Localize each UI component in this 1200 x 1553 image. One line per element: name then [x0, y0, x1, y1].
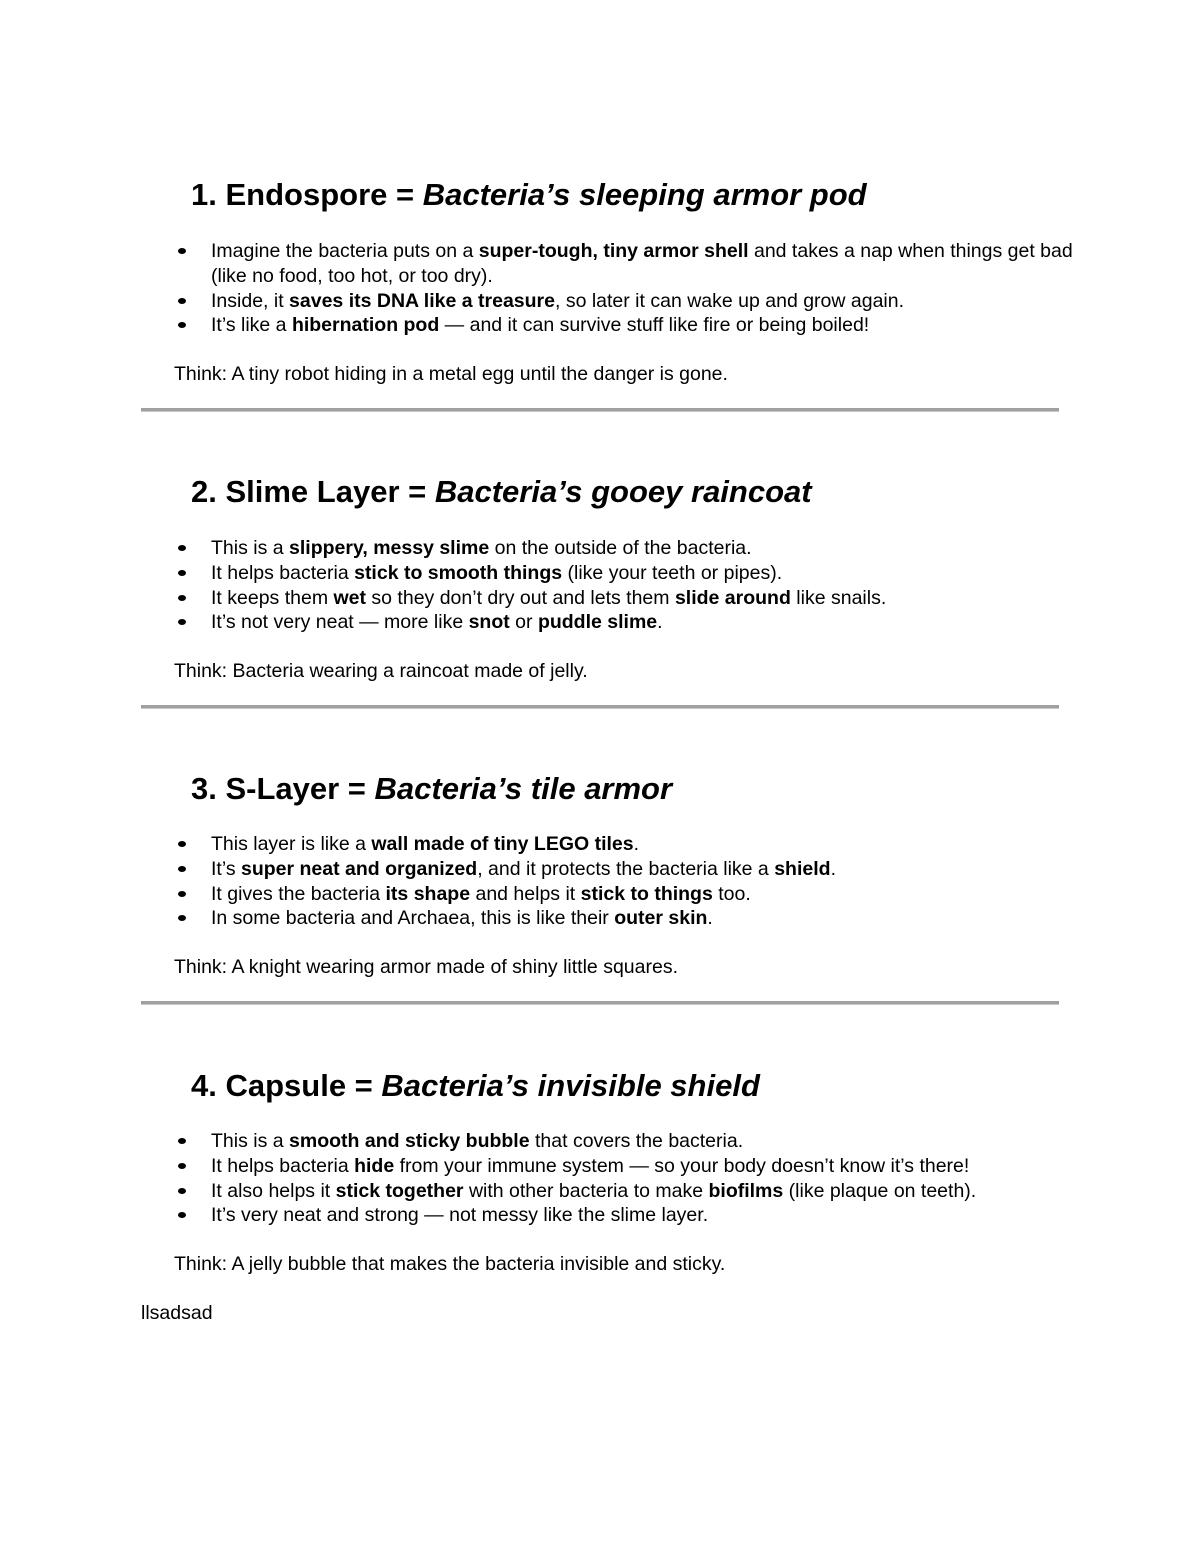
bullet-text: from your immune system — so your body doesn’t know it’s there! — [394, 1154, 970, 1177]
heading-title: Bacteria’s tile armor — [374, 771, 673, 806]
bullet-text: It gives the bacteria — [211, 882, 386, 905]
heading-title: Bacteria’s sleeping armor pod — [422, 177, 867, 212]
bullet-text: . — [830, 857, 836, 880]
bullet-item — [174, 1129, 1074, 1154]
bold-text: shield — [774, 857, 831, 880]
bullet-text: It keeps them — [211, 586, 334, 609]
bullet-text: Imagine the bacteria puts on a — [211, 240, 479, 262]
section-heading-capsule — [191, 1068, 760, 1104]
bullet-text: , and it protects the bacteria like a — [477, 857, 775, 880]
bullet-item — [174, 586, 1074, 611]
bold-text: slippery, messy slime — [289, 537, 490, 559]
bullet-text: on the outside of the bacteria. — [489, 537, 752, 559]
bold-text: snot — [468, 611, 510, 634]
bullet-text: This layer is like a — [211, 833, 372, 855]
bullet-text: It helps bacteria — [211, 561, 355, 584]
think-note-capsule: Think: A jelly bubble that makes the bacteria invisible and sticky. — [174, 1253, 726, 1275]
section-divider — [141, 408, 1059, 412]
bullet-text: It also helps it — [211, 1179, 336, 1202]
bullet-item — [174, 239, 1074, 289]
bold-text: its shape — [385, 882, 471, 905]
bullet-item — [174, 857, 1074, 882]
section-heading-slime-layer — [191, 474, 812, 510]
bullet-item — [174, 1179, 1074, 1204]
bold-text: hide — [354, 1154, 395, 1177]
bullet-item — [174, 832, 1074, 857]
bold-text: stick to things — [580, 882, 713, 905]
section-divider — [141, 705, 1059, 709]
bullet-text: , so later it can wake up and grow again. — [554, 289, 905, 312]
bullet-item — [174, 313, 1074, 338]
think-note-endospore: Think: A tiny robot hiding in a metal egg until the danger is gone. — [174, 363, 728, 385]
bold-text: super-tough, tiny armor shell — [478, 240, 749, 262]
bullet-text: Inside, it — [211, 289, 290, 312]
bullet-text: . — [633, 833, 640, 855]
heading-number: 2. Slime Layer = — [191, 474, 435, 509]
bullet-item — [174, 882, 1074, 907]
bullet-item — [174, 536, 1074, 561]
bold-text: wet — [333, 586, 366, 609]
bullet-text: and helps it — [470, 882, 581, 905]
bold-text: outer skin — [614, 907, 708, 930]
bullet-item — [174, 1203, 1074, 1228]
bullet-item — [174, 1154, 1074, 1179]
bold-text: slide around — [674, 586, 791, 609]
heading-title: Bacteria’s gooey raincoat — [434, 474, 812, 509]
bullet-text: It’s very neat and strong — not messy like the slime layer. — [211, 1204, 709, 1227]
heading-number: 1. Endospore = — [191, 177, 423, 212]
section-heading-endospore — [191, 177, 867, 213]
bullet-text: (like your teeth or pipes). — [562, 561, 783, 584]
bold-text: super neat and organized — [240, 857, 478, 880]
bold-text: hibernation pod — [291, 314, 440, 337]
bullet-text: It’s not very neat — more like — [211, 611, 469, 634]
think-note-slime-layer: Think: Bacteria wearing a raincoat made of jelly. — [174, 660, 588, 682]
bullet-text: In some bacteria and Archaea, this is like their — [211, 907, 615, 930]
bullet-text: . — [657, 611, 663, 634]
bullet-text: This is a — [211, 537, 290, 559]
footer-note: llsadsad — [141, 1302, 213, 1324]
heading-title: Bacteria’s invisible shield — [381, 1068, 760, 1103]
think-note-s-layer: Think: A knight wearing armor made of shiny little squares. — [174, 956, 678, 978]
bold-text: biofilms — [708, 1179, 784, 1202]
bullet-item — [174, 906, 1074, 931]
bullet-text: too. — [712, 882, 751, 905]
bullet-text: It helps bacteria — [211, 1154, 355, 1177]
section-heading-s-layer — [191, 771, 672, 807]
bullet-text: and takes a nap when things get bad (like no food, too hot, or too dry). — [211, 240, 1073, 287]
heading-number: 3. S-Layer = — [191, 771, 375, 806]
bold-text: stick to smooth things — [354, 561, 563, 584]
bullet-text: with other bacteria to make — [463, 1179, 709, 1202]
bullet-text: like snails. — [790, 586, 887, 609]
bold-text: saves its DNA like a treasure — [289, 289, 555, 312]
bold-text: stick together — [335, 1179, 464, 1202]
bold-text: puddle slime — [537, 611, 658, 634]
section-divider — [141, 1001, 1059, 1005]
bullet-list-s-layer — [174, 832, 1074, 931]
bullet-item — [174, 610, 1074, 635]
bold-text: smooth and sticky bubble — [289, 1130, 530, 1152]
bullet-text: that covers the bacteria. — [529, 1130, 744, 1152]
bullet-text: (like plaque on teeth). — [783, 1179, 977, 1202]
bullet-list-capsule — [174, 1129, 1074, 1228]
bullet-text: It’s like a — [211, 314, 292, 337]
bullet-text: — and it can survive stuff like fire or being boiled! — [439, 314, 870, 337]
bullet-text: This is a — [211, 1130, 290, 1152]
bullet-item — [174, 289, 1074, 314]
bullet-list-slime-layer — [174, 536, 1074, 635]
heading-number: 4. Capsule = — [191, 1068, 382, 1103]
bullet-item — [174, 561, 1074, 586]
bold-text: wall made of tiny LEGO tiles — [371, 833, 634, 855]
bullet-list-endospore — [174, 239, 1074, 338]
bullet-text: It’s — [211, 857, 241, 880]
bullet-text: . — [707, 907, 713, 930]
bullet-text: so they don’t dry out and lets them — [366, 586, 675, 609]
bullet-text: or — [509, 611, 538, 634]
